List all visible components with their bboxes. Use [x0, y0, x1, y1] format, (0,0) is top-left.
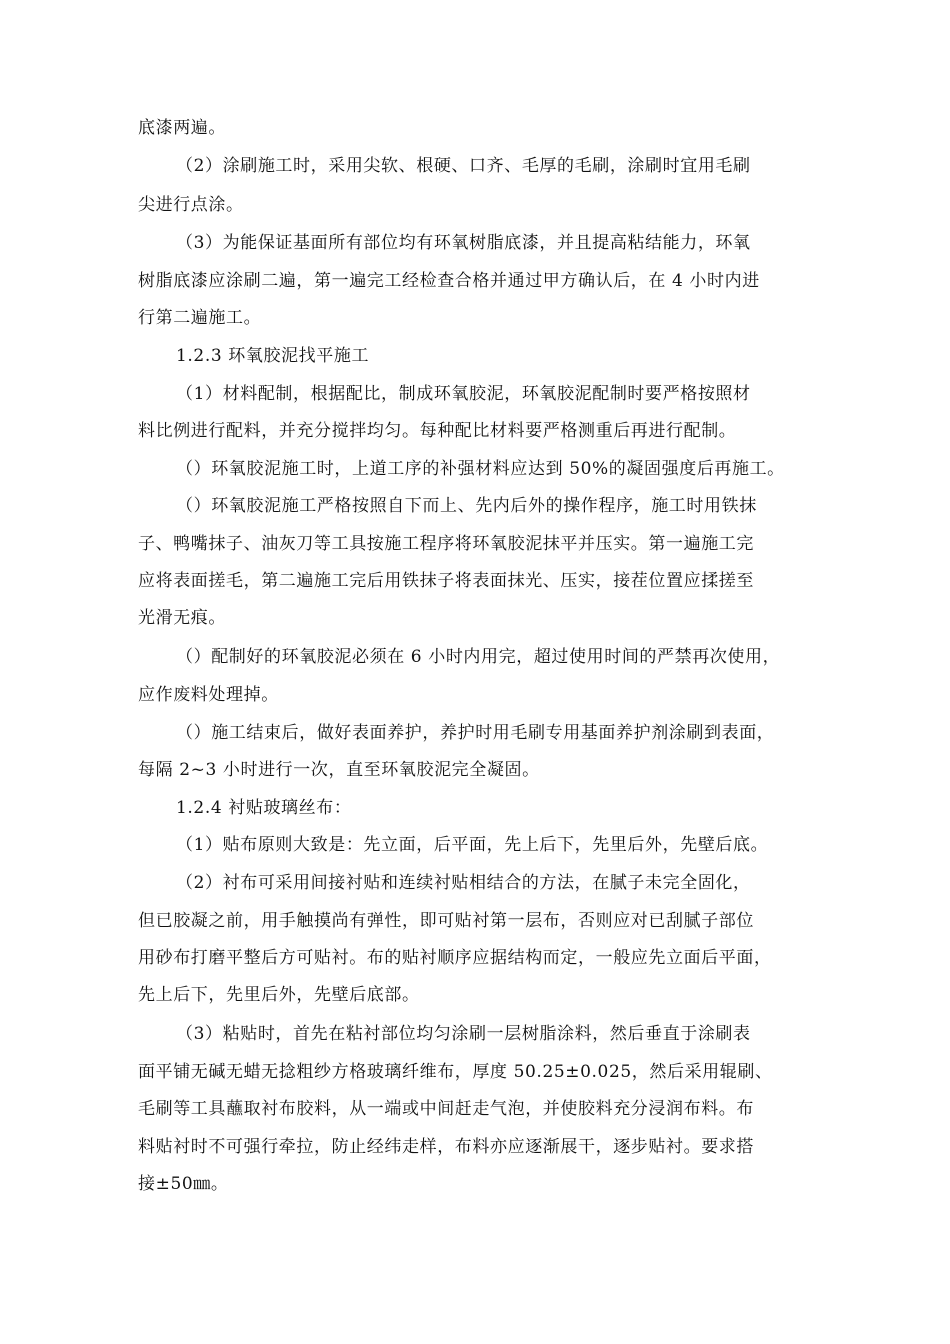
text-line: 面平铺无碱无蜡无捻粗纱方格玻璃纤维布，厚度 50.25±0.025，然后采用辊刷、	[138, 1062, 773, 1082]
text-line: （3）粘贴时，首先在粘衬部位均匀涂刷一层树脂涂料，然后垂直于涂刷表	[176, 1024, 751, 1044]
text-line: （2）衬布可采用间接衬贴和连续衬贴相结合的方法，在腻子未完全固化，	[176, 873, 751, 893]
section-heading: 1.2.4 衬贴玻璃丝布：	[176, 798, 352, 818]
text-line: 接±50㎜。	[138, 1174, 229, 1194]
text-line: （3）为能保证基面所有部位均有环氧树脂底漆，并且提高粘结能力，环氧	[176, 233, 751, 253]
text-line: （）施工结束后，做好表面养护，养护时用毛刷专用基面养护剂涂刷到表面，	[176, 723, 775, 743]
text-line: 用砂布打磨平整后方可贴衬。布的贴衬顺序应据结构而定，一般应先立面后平面，	[138, 948, 772, 968]
text-line: （）配制好的环氧胶泥必须在 6 小时内用完，超过使用时间的严禁再次使用，	[176, 647, 781, 667]
text-line: 毛刷等工具蘸取衬布胶料，从一端或中间赶走气泡，并使胶料充分浸润布料。布	[138, 1099, 754, 1119]
text-line: （1）贴布原则大致是：先立面，后平面，先上后下，先里后外，先壁后底。	[176, 835, 769, 855]
text-line: （）环氧胶泥施工严格按照自下而上、先内后外的操作程序，施工时用铁抹	[176, 496, 757, 516]
text-line: 但已胶凝之前，用手触摸尚有弹性，即可贴衬第一层布，否则应对已刮腻子部位	[138, 911, 754, 931]
text-line: 尖进行点涂。	[138, 195, 244, 215]
text-line: 每隔 2~3 小时进行一次，直至环氧胶泥完全凝固。	[138, 760, 540, 780]
text-line: 底漆两遍。	[138, 118, 226, 138]
text-line: 先上后下，先里后外，先壁后底部。	[138, 985, 420, 1005]
text-line: 行第二遍施工。	[138, 308, 262, 328]
text-line: 子、鸭嘴抹子、油灰刀等工具按施工程序将环氧胶泥抹平并压实。第一遍施工完	[138, 534, 754, 554]
text-line: 树脂底漆应涂刷二遍，第一遍完工经检查合格并通过甲方确认后，在 4 小时内进	[138, 271, 760, 291]
text-line: 料贴衬时不可强行牵拉，防止经纬走样，布料亦应逐渐展干，逐步贴衬。要求搭	[138, 1137, 754, 1157]
text-line: 应作废料处理掉。	[138, 685, 279, 705]
text-line: （2）涂刷施工时，采用尖软、根硬、口齐、毛厚的毛刷，涂刷时宜用毛刷	[176, 156, 751, 176]
section-heading: 1.2.3 环氧胶泥找平施工	[176, 346, 370, 366]
text-line: （）环氧胶泥施工时，上道工序的补强材料应达到 50%的凝固强度后再施工。	[176, 459, 785, 479]
text-line: 光滑无痕。	[138, 608, 226, 628]
text-line: 应将表面搓毛，第二遍施工完后用铁抹子将表面抹光、压实，接茬位置应揉搓至	[138, 571, 754, 591]
text-line: （1）材料配制，根据配比，制成环氧胶泥，环氧胶泥配制时要严格按照材	[176, 384, 751, 404]
text-line: 料比例进行配料，并充分搅拌均匀。每种配比材料要严格测重后再进行配制。	[138, 421, 737, 441]
